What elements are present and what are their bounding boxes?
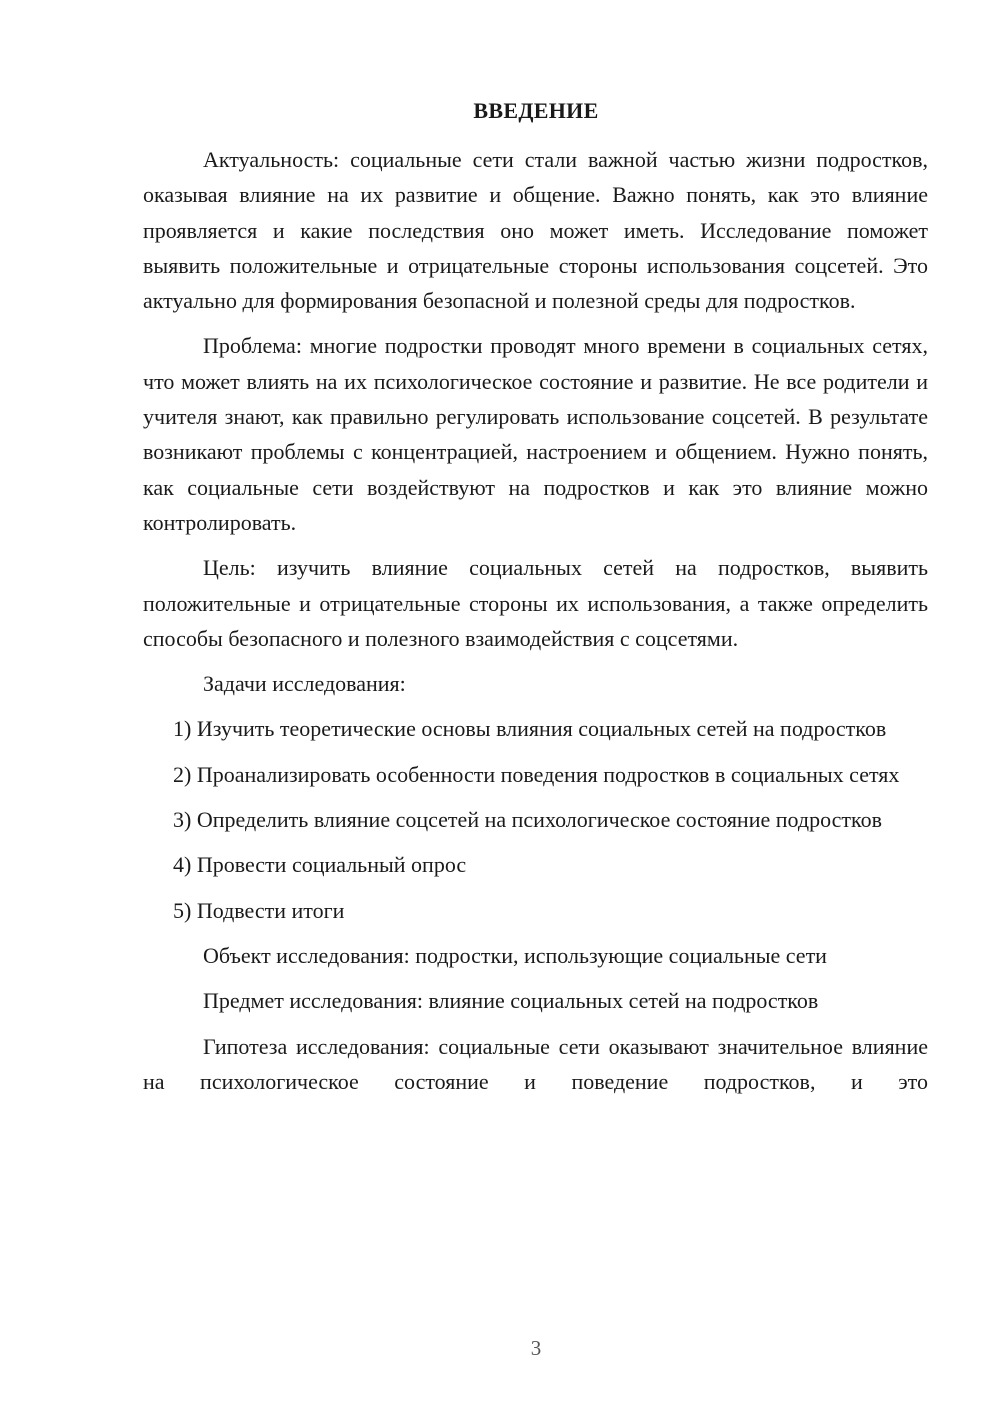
paragraph-hypothesis: Гипотеза исследования: социальные сети оказывают значительное влияние на психологическое состояние и поведение подростков, и это	[143, 1033, 928, 1094]
page-number: 3	[530, 1336, 542, 1360]
paragraph-tasks-heading: Задачи исследования:	[203, 671, 406, 697]
task-item-5: 5) Подвести итоги	[173, 897, 345, 923]
task-item-1: 1) Изучить теоретические основы влияния социальных сетей на подростков	[173, 716, 887, 742]
task-item-2: 2) Проанализировать особенности поведения подростков в социальных сетях	[173, 761, 900, 787]
paragraph-object: Объект исследования: подростки, использующие социальные сети	[203, 942, 827, 968]
paragraph-problem: Проблема: многие подростки проводят много времени в социальных сетях, что может влиять на их психологическое состояние и развитие. Не все родители и учителя знают, как правильно регулировать использование соцсетей. В результате возникают проблемы с концентрацией, настроением и общением. Нужно понять, как социальные сети воздействуют на подростков и как это влияние можно контролировать.	[143, 333, 928, 535]
task-item-3: 3) Определить влияние соцсетей на психологическое состояние подростков	[173, 807, 882, 833]
paragraph-relevance: Актуальность: социальные сети стали важной частью жизни подростков, оказывая влияние на их развитие и общение. Важно понять, как это влияние проявляется и какие последствия оно может иметь. Исследование поможет выявить положительные и отрицательные стороны использования соцсетей. Это актуально для формирования безопасной и полезной среды для подростков.	[143, 147, 928, 314]
paragraph-subject: Предмет исследования: влияние социальных сетей на подростков	[203, 988, 819, 1014]
section-heading: ВВЕДЕНИЕ	[473, 98, 599, 123]
task-item-4: 4) Провести социальный опрос	[173, 852, 467, 878]
paragraph-goal: Цель: изучить влияние социальных сетей на подростков, выявить положительные и отрицательные стороны их использования, а также определить способы безопасного и полезного взаимодействия с соцсетями.	[143, 555, 928, 651]
document-body	[143, 142, 928, 1109]
